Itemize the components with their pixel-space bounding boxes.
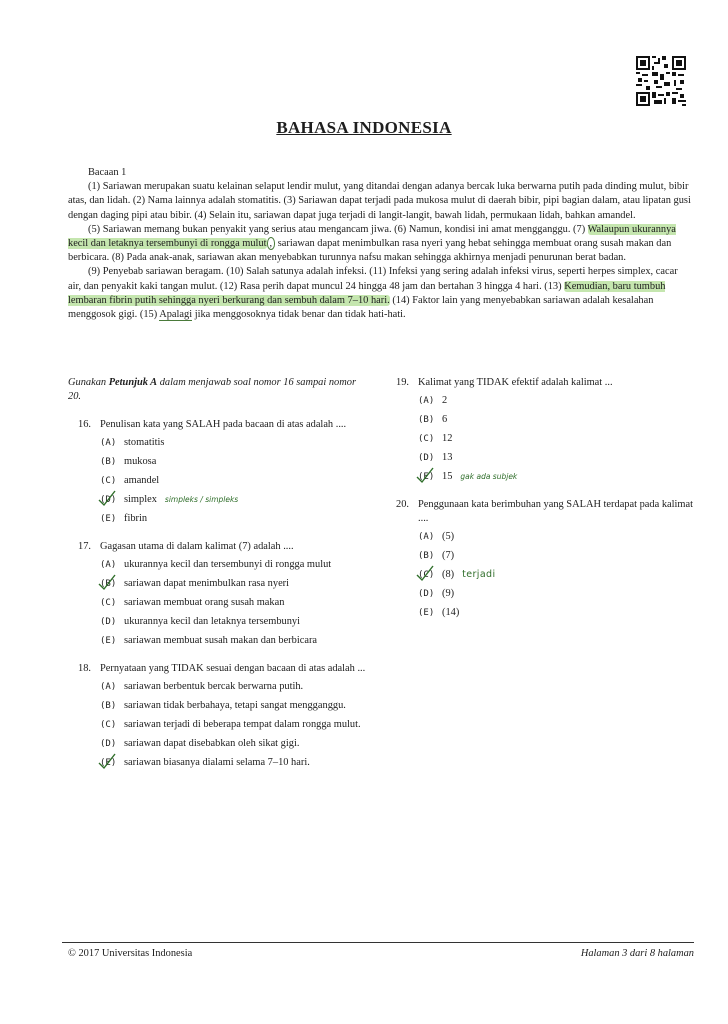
paragraph-2 bbox=[68, 223, 692, 266]
option-text bbox=[442, 470, 696, 484]
options-list bbox=[68, 680, 368, 770]
paragraph-3-text-a: (9) Penyebab sariawan beragam. (10) Salah satunya adalah infeksi. (11) Infeksi yang sering adalah infeksi virus, seperti herpes simplex, cacar air, dan penyakit kaki tangan mulut. (12) Rasa perih dapat muncul 24 hingga 48 jam dan bertahan 3 hingga 4 hari. (13) bbox=[68, 266, 678, 292]
reading-title: Bacaan 1 bbox=[88, 167, 127, 178]
question-20 bbox=[396, 498, 696, 620]
option-label: (A) bbox=[100, 560, 117, 570]
option-label: (C) bbox=[100, 476, 117, 486]
underlined-word-apalagi: Apalagi bbox=[159, 309, 193, 321]
option-text: 12 bbox=[442, 433, 453, 444]
question-text: Penulisan kata yang SALAH pada bacaan di atas adalah .... bbox=[100, 419, 347, 430]
option-text: sariawan berbentuk bercak berwarna putih. bbox=[124, 681, 304, 692]
paragraph-1: (1) Sariawan merupakan suatu kelainan selaput lendir mulut, yang ditandai dengan adanya bercak luka berwarna putih pada dinding mulut, bibir atas, dan lidah. (2) Nama lainnya adalah stomatitis. (3) Sariawan dapat terjadi pada mukosa mulut di daerah bibir, pipi bagian dalam, atau lipatan gusi dengan daging pipi atau bibir. (4) Selain itu, sariawan dapat juga terjadi di langit-langit, bawah lidah, permukaan lidah, bahkan amandel. bbox=[68, 181, 691, 221]
option-e[interactable] bbox=[418, 606, 696, 620]
option-label: (A) bbox=[418, 396, 435, 406]
reading-passage bbox=[68, 166, 692, 322]
options-list bbox=[68, 558, 368, 648]
option-e[interactable] bbox=[418, 470, 696, 484]
option-label: (C) bbox=[100, 598, 117, 608]
option-e[interactable] bbox=[100, 634, 368, 648]
option-text: ukurannya kecil dan tersembunyi di rongga mulut bbox=[124, 559, 332, 570]
option-text: sariawan tidak berbahaya, tetapi sangat mengganggu. bbox=[124, 700, 346, 711]
option-label: (C) bbox=[100, 720, 117, 730]
paragraph-2-text-b: sariawan dapat menimbulkan rasa nyeri yang hebat sehingga membuat orang susah makan dan berbicara. (8) Pada anak-anak, sariawan akan menyebabkan turunnya nafsu makan sehingga akhirnya menjadi penurunan berat badan. bbox=[68, 238, 672, 264]
instructions-bold: Petunjuk A bbox=[108, 377, 158, 388]
option-d[interactable] bbox=[100, 737, 368, 751]
option-text: sariawan membuat orang susah makan bbox=[124, 597, 285, 608]
question-text: Penggunaan kata berimbuhan yang SALAH terdapat pada kalimat .... bbox=[418, 499, 693, 524]
option-text: sariawan dapat menimbulkan rasa nyeri bbox=[124, 578, 290, 589]
highlight-sentence-7: Walaupun ukurannya kecil dan letaknya tersembunyi di rongga mulut bbox=[68, 223, 676, 250]
question-17 bbox=[68, 540, 368, 648]
option-label: (B) bbox=[100, 457, 117, 467]
option-label: (D) bbox=[418, 453, 435, 463]
option-text-value: 15 bbox=[442, 471, 453, 482]
option-label: (E) bbox=[418, 608, 435, 618]
option-d[interactable] bbox=[100, 493, 368, 507]
option-c[interactable] bbox=[418, 432, 696, 446]
highlight-sentence-13: Kemudian, baru tumbuh lembaran fibrin putih sehingga nyeri berkurang dan sembuh dalam 7–10 hari. bbox=[68, 280, 666, 306]
questions-left-column bbox=[68, 376, 368, 784]
option-label: (A) bbox=[100, 682, 117, 692]
instructions-post: dalam menjawab soal nomor 16 sampai nomor 20. bbox=[68, 377, 356, 402]
option-label: (B) bbox=[418, 415, 435, 425]
paragraph-3-text-c: jika menggosoknya tidak benar dan tidak hati-hati. bbox=[192, 309, 406, 321]
option-text: 6 bbox=[442, 414, 448, 425]
option-text: stomatitis bbox=[124, 437, 165, 448]
instructions-pre: Gunakan bbox=[68, 377, 109, 388]
footer-page-number: Halaman 3 dari 8 halaman bbox=[580, 948, 694, 959]
option-d[interactable] bbox=[418, 587, 696, 601]
option-text: amandel bbox=[124, 475, 160, 486]
option-label: (C) bbox=[418, 570, 435, 580]
option-label: (A) bbox=[100, 438, 117, 448]
paragraph-3-text-b: (14) Faktor lain yang menyebabkan sariawan adalah kesalahan menggosok gigi. (15) bbox=[68, 294, 654, 321]
option-a[interactable] bbox=[100, 436, 368, 450]
option-a[interactable] bbox=[418, 394, 696, 408]
option-label: (D) bbox=[100, 495, 117, 505]
option-label: (C) bbox=[418, 434, 435, 444]
option-c[interactable] bbox=[100, 474, 368, 488]
option-text: (14) bbox=[442, 607, 460, 618]
question-number: 17. bbox=[78, 541, 91, 552]
option-text: sariawan membuat susah makan dan berbicara bbox=[124, 635, 318, 646]
question-number: 16. bbox=[78, 419, 91, 430]
option-text bbox=[124, 493, 368, 507]
option-label: (B) bbox=[100, 579, 117, 589]
option-b[interactable] bbox=[100, 699, 368, 713]
option-text: sariawan terjadi di beberapa tempat dalam rongga mulut. bbox=[124, 719, 361, 730]
option-text: fibrin bbox=[124, 513, 148, 524]
option-a[interactable] bbox=[100, 558, 368, 572]
questions-right-column bbox=[396, 376, 696, 634]
option-e[interactable] bbox=[100, 756, 368, 770]
option-label: (D) bbox=[418, 589, 435, 599]
question-text: Pernyataan yang TIDAK sesuai dengan bacaan di atas adalah ... bbox=[100, 663, 366, 674]
circled-comma: , bbox=[267, 237, 276, 250]
option-text: sariawan dapat disebabkan oleh sikat gigi. bbox=[124, 738, 300, 749]
options-list bbox=[68, 436, 368, 526]
handwritten-note: terjadi bbox=[462, 569, 496, 580]
option-a[interactable] bbox=[100, 680, 368, 694]
handwritten-note: simpleks / simpleks bbox=[164, 495, 239, 504]
option-text: sariawan biasanya dialami selama 7–10 hari. bbox=[124, 757, 310, 768]
footer-copyright: © 2017 Universitas Indonesia bbox=[68, 948, 193, 959]
footer-divider bbox=[62, 942, 694, 943]
option-b[interactable] bbox=[418, 413, 696, 427]
paragraph-3 bbox=[68, 265, 692, 322]
question-16 bbox=[68, 418, 368, 526]
option-text: 2 bbox=[442, 395, 448, 406]
option-b[interactable] bbox=[100, 577, 368, 591]
option-text: 13 bbox=[442, 452, 453, 463]
option-label: (B) bbox=[100, 701, 117, 711]
qr-code-icon bbox=[636, 56, 686, 106]
question-number: 19. bbox=[396, 377, 409, 388]
option-label: (E) bbox=[100, 514, 117, 524]
option-b[interactable] bbox=[418, 549, 696, 563]
option-text: (5) bbox=[442, 531, 455, 542]
option-text-value: (8) bbox=[442, 569, 455, 580]
question-text: Kalimat yang TIDAK efektif adalah kalimat ... bbox=[418, 377, 613, 388]
option-label: (D) bbox=[100, 617, 117, 627]
page-title: BAHASA INDONESIA bbox=[276, 118, 452, 137]
option-label: (E) bbox=[418, 472, 435, 482]
option-text: (7) bbox=[442, 550, 455, 561]
option-text bbox=[442, 568, 696, 582]
option-label: (B) bbox=[418, 551, 435, 561]
option-e[interactable] bbox=[100, 512, 368, 526]
option-c[interactable] bbox=[100, 718, 368, 732]
option-d[interactable] bbox=[100, 615, 368, 629]
question-number: 18. bbox=[78, 663, 91, 674]
option-d[interactable] bbox=[418, 451, 696, 465]
option-label: (A) bbox=[418, 532, 435, 542]
question-text: Gagasan utama di dalam kalimat (7) adalah .... bbox=[100, 541, 294, 552]
option-c[interactable] bbox=[100, 596, 368, 610]
instructions bbox=[68, 376, 368, 404]
options-list bbox=[396, 394, 696, 484]
paragraph-2-text-a: (5) Sariawan memang bukan penyakit yang serius atau mengancam jiwa. (6) Namun, kondisi ini amat mengganggu. (7) bbox=[88, 223, 588, 235]
option-a[interactable] bbox=[418, 530, 696, 544]
option-text: (9) bbox=[442, 588, 455, 599]
option-text: ukurannya kecil dan letaknya tersembunyi bbox=[124, 616, 301, 627]
options-list bbox=[396, 530, 696, 620]
option-text-value: simplex bbox=[124, 494, 157, 505]
question-18 bbox=[68, 662, 368, 770]
option-b[interactable] bbox=[100, 455, 368, 469]
option-text: mukosa bbox=[124, 456, 157, 467]
option-c[interactable] bbox=[418, 568, 696, 582]
option-label: (E) bbox=[100, 758, 117, 768]
question-19 bbox=[396, 376, 696, 484]
option-label: (E) bbox=[100, 636, 117, 646]
handwritten-note: gak ada subjek bbox=[460, 472, 518, 481]
option-label: (D) bbox=[100, 739, 117, 749]
question-number: 20. bbox=[396, 499, 409, 510]
